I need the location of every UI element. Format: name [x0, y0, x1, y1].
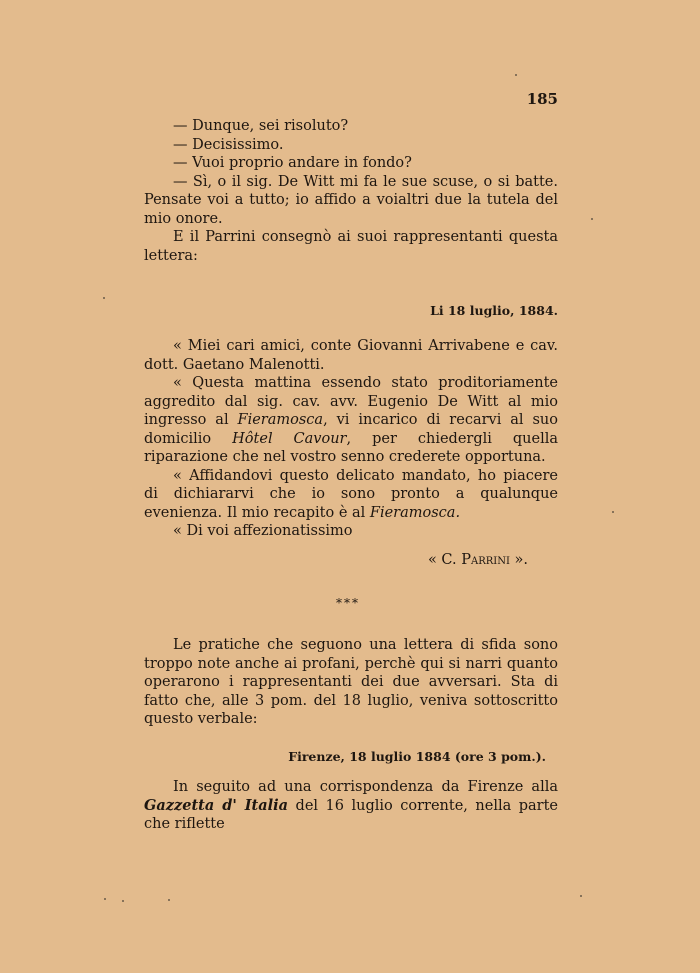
dialogue-line: — Vuoi proprio andare in fondo?: [173, 155, 412, 171]
narrative-block: [144, 636, 558, 729]
verbale-paragraph: In seguito ad una corrispondenza da Firenze alla Gazzetta d' Italia del 16 luglio corrente, nella parte che riflette: [144, 779, 559, 832]
letter-paragraph: « Di voi affezionatissimo: [173, 523, 353, 539]
letter-paragraph: « Questa mattina essendo stato proditoriamente aggredito dal sig. cav. avv. Eugenio De Witt al mio ingresso al Fieramosca, vi incarico di recarvi al suo domicilio Hôtel Cavour, per chiedergli quella riparazione che nel vostro senno crederete opportuna.: [144, 375, 558, 465]
paper-speck: [103, 297, 105, 299]
paper-speck: [591, 218, 593, 220]
dialogue-line: — Sì, o il sig. De Witt mi fa le sue scuse, o si batte. Pensate voi a tutto; io affido a voialtri due la tutela del mio onore.: [144, 173, 558, 227]
separator-glyph: ***: [336, 596, 360, 610]
paper-speck: [104, 898, 106, 900]
dialogue-block: [144, 117, 558, 265]
letter-date: Li 18 luglio, 1884.: [430, 303, 558, 318]
verbale-date: Firenze, 18 luglio 1884 (ore 3 pom.).: [288, 749, 546, 764]
verbale-block: [144, 778, 558, 834]
letter-body: [144, 337, 558, 541]
letter-paragraph: « Affidandovi questo delicato mandato, ho piacere di dichiararvi che io sono pronto a qualunque evenienza. Il mio recapito è al Fieramosca.: [144, 467, 558, 521]
dialogue-line: — Dunque, sei risoluto?: [173, 118, 349, 134]
dialogue-line: — Decisissimo.: [173, 136, 284, 153]
page-number: 185: [526, 90, 558, 108]
paper-speck: [580, 895, 582, 897]
section-separator: [333, 596, 363, 610]
paper-speck: [168, 899, 170, 901]
dialogue-line: E il Parrini consegnò ai suoi rappresentanti questa lettera:: [144, 229, 558, 264]
paper-speck: [122, 900, 124, 902]
paper-speck: [515, 74, 517, 76]
letter-paragraph: « Miei cari amici, conte Giovanni Arrivabene e cav. dott. Gaetano Malenotti.: [144, 338, 558, 373]
narrative-paragraph: Le pratiche che seguono una lettera di sfida sono troppo note anche ai profani, perchè qui si narri quanto operarono i rappresentanti dei due avversari. Sta di fatto che, alle 3 pom. del 18 luglio, veniva sottoscritto questo verbale:: [144, 637, 558, 727]
letter-signature: « C. Parrini ».: [427, 552, 528, 568]
paper-speck: [612, 511, 614, 513]
